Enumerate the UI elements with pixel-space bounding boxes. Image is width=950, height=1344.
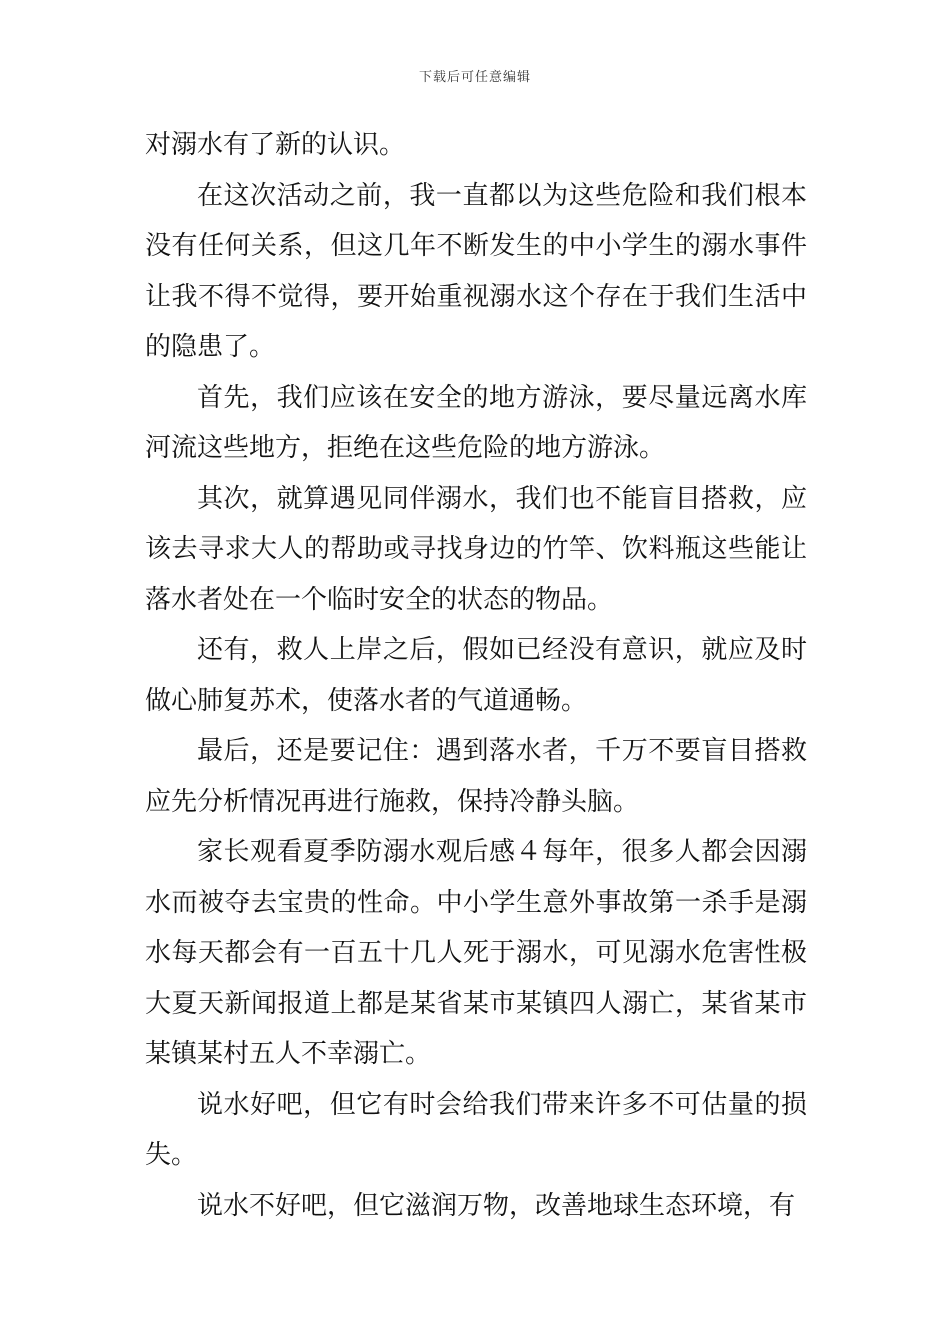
paragraph: 还有，救人上岸之后，假如已经没有意识，就应及时做心肺复苏术，使落水者的气道通畅。 <box>145 635 807 716</box>
paragraph: 最后，还是要记住：遇到落水者，千万不要盲目搭救应先分析情况再进行施救，保持冷静头脑。 <box>145 736 807 817</box>
paragraph: 家长观看夏季防溺水观后感４每年，很多人都会因溺水而被夺去宝贵的性命。中小学生意外事故第一杀手是溺水每天都会有一百五十几人死于溺水，可见溺水危害性极大夏天新闻报道上都是某省某市某镇四人溺亡，某省某市某镇某村五人不幸溺亡。 <box>145 837 807 1069</box>
paragraph-continued: 对溺水有了新的认识。 <box>145 130 406 160</box>
paragraph: 在这次活动之前，我一直都以为这些危险和我们根本没有任何关系，但这几年不断发生的中小学生的溺水事件让我不得不觉得，要开始重视溺水这个存在于我们生活中的隐患了。 <box>145 180 807 362</box>
paragraph: 其次，就算遇见同伴溺水，我们也不能盲目搭救，应该去寻求大人的帮助或寻找身边的竹竿、饮料瓶这些能让落水者处在一个临时安全的状态的物品。 <box>145 483 807 615</box>
paragraph: 说水好吧，但它有时会给我们带来许多不可估量的损失。 <box>145 1089 807 1170</box>
document-body <box>145 120 807 1231</box>
paragraph: 首先，我们应该在安全的地方游泳，要尽量远离水库河流这些地方，拒绝在这些危险的地方游泳。 <box>145 382 807 463</box>
paragraph: 说水不好吧，但它滋润万物，改善地球生态环境，有 <box>197 1190 796 1221</box>
page-header: 下载后可任意编辑 <box>418 70 531 85</box>
